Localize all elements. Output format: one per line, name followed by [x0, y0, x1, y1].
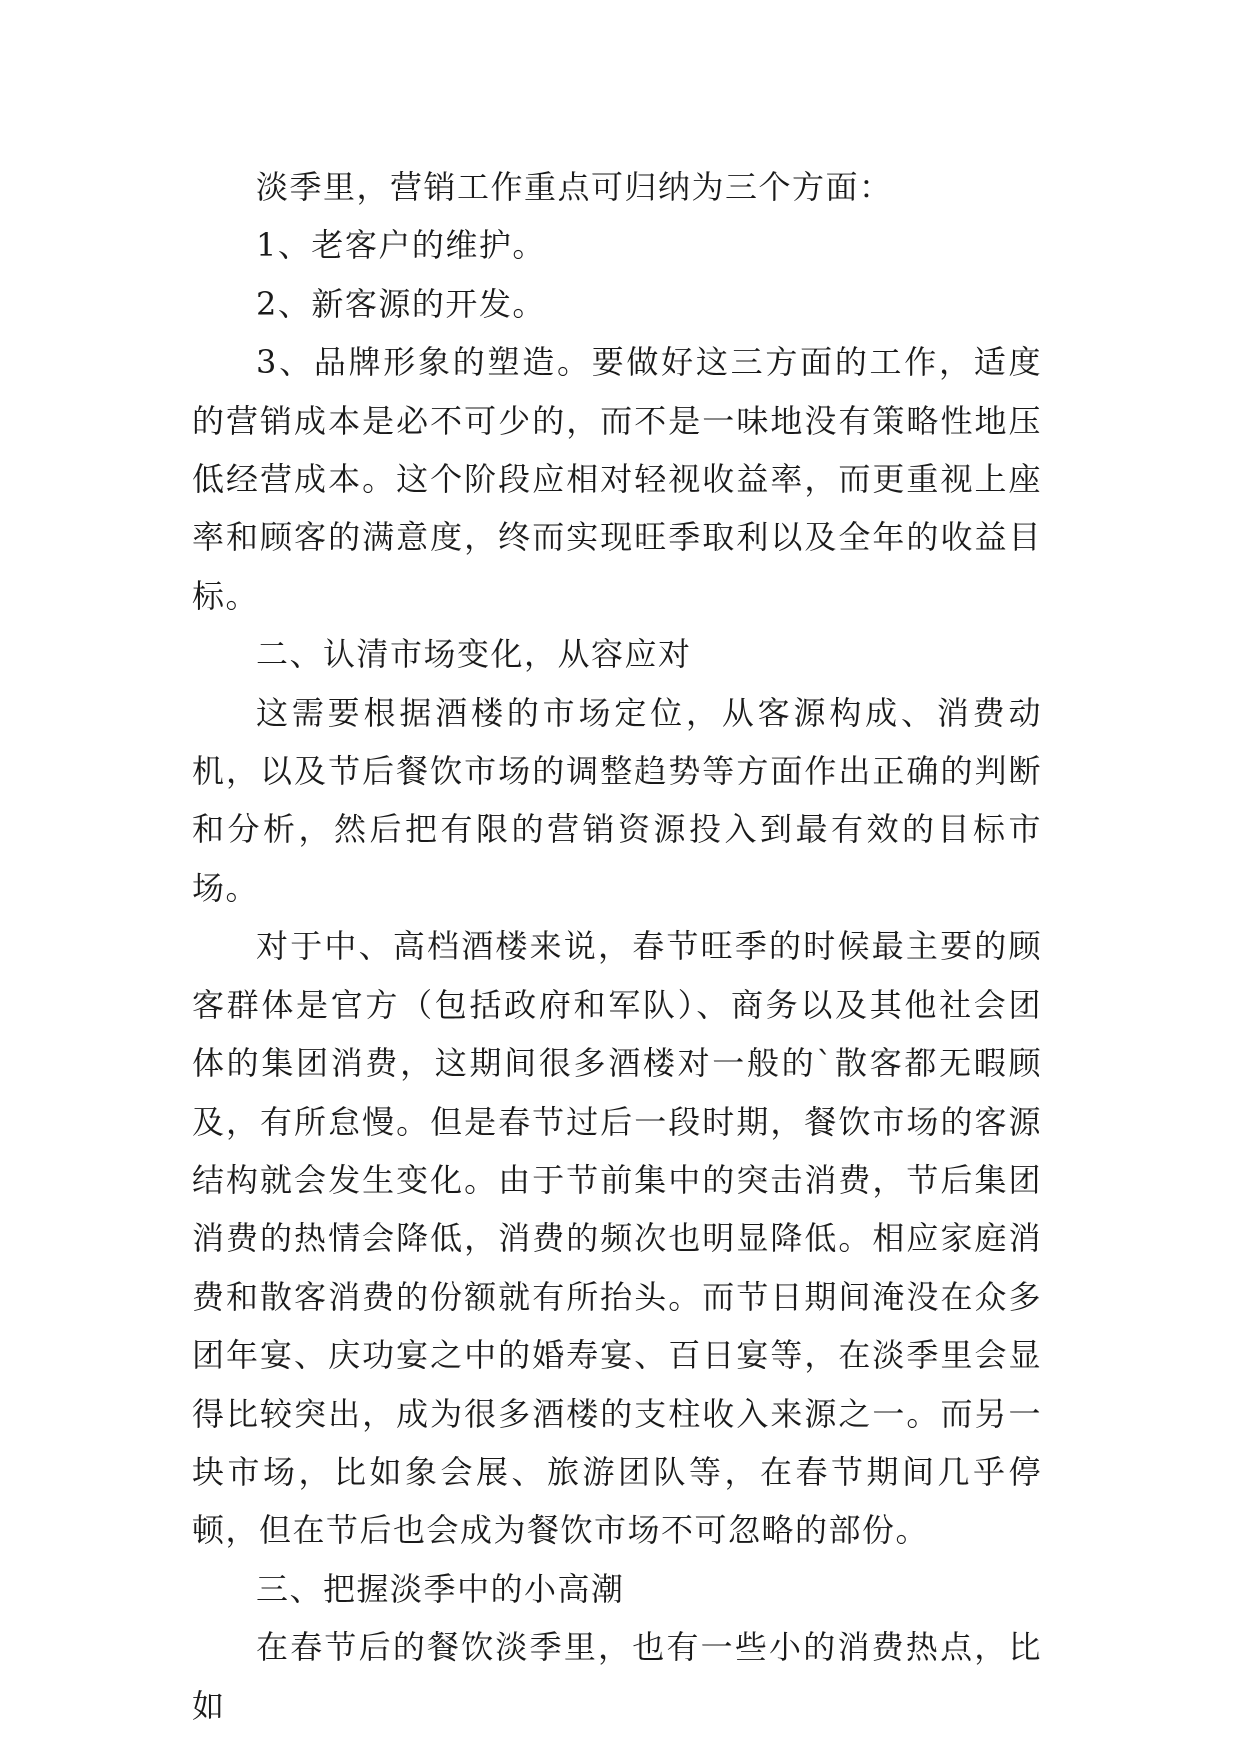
- document-body: [192, 158, 1042, 1735]
- paragraph-customer-structure: 对于中、高档酒楼来说，春节旺季的时候最主要的顾客群体是官方（包括政府和军队）、商务以及其他社会团体的集团消费，这期间很多酒楼对一般的`散客都无暇顾及，有所怠慢。但是春节过后一段时期，餐饮市场的客源结构就会发生变化。由于节前集中的突击消费，节后集团消费的热情会降低，消费的频次也明显降低。相应家庭消费和散客消费的份额就有所抬头。而节日期间淹没在众多团年宴、庆功宴之中的婚寿宴、百日宴等，在淡季里会显得比较突出，成为很多酒楼的支柱收入来源之一。而另一块市场，比如象会展、旅游团队等，在春节期间几乎停顿，但在节后也会成为餐饮市场不可忽略的部份。: [192, 927, 1042, 1550]
- list-item-3: 3、品牌形象的塑造。要做好这三方面的工作，适度的营销成本是必不可少的，而不是一味地没有策略性地压低经营成本。这个阶段应相对轻视收益率，而更重视上座率和顾客的满意度，终而实现旺季取利以及全年的收益目标。: [192, 343, 1042, 615]
- paragraph-consumption-hotspots: 在春节后的餐饮淡季里，也有一些小的消费热点，比如: [192, 1628, 1042, 1725]
- paragraph-market-positioning: 这需要根据酒楼的市场定位，从客源构成、消费动机，以及节后餐饮市场的调整趋势等方面作出正确的判断和分析，然后把有限的营销资源投入到最有效的目标市场。: [192, 693, 1042, 907]
- list-item-2: 2、新客源的开发。: [256, 284, 546, 323]
- section-heading-3: 三、把握淡季中的小高潮: [256, 1569, 625, 1608]
- section-heading-2: 二、认清市场变化，从容应对: [256, 635, 692, 674]
- paragraph-intro: 淡季里，营销工作重点可归纳为三个方面：: [256, 168, 893, 206]
- list-item-1: 1、老客户的维护。: [256, 226, 546, 265]
